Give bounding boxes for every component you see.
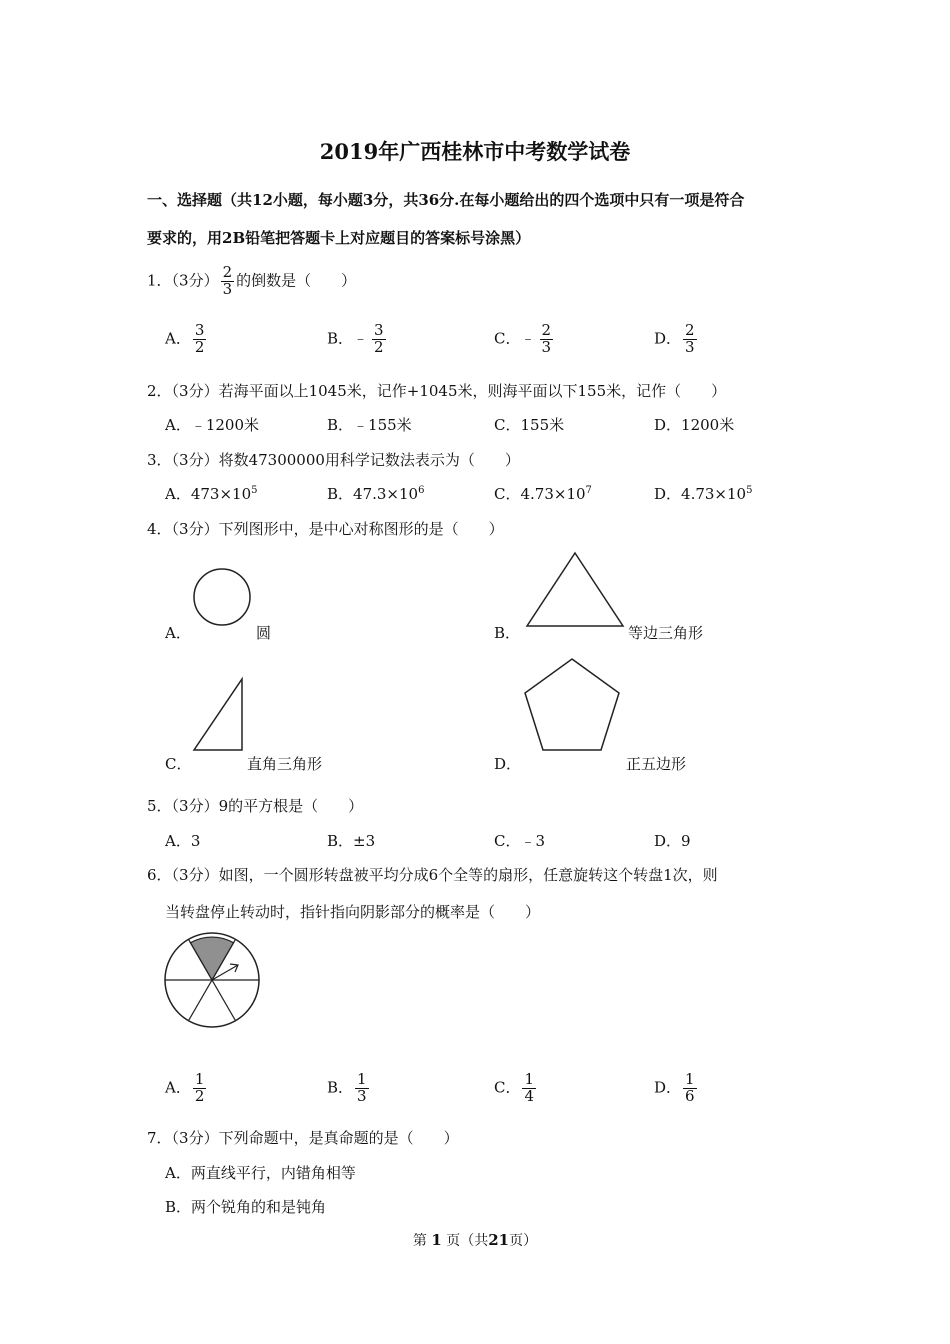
question-2: 2．（3分）若海平面以上1045米，记作+1045米，则海平面以下155米，记作（ ） xyxy=(147,382,727,400)
q1-option-c: C．﹣ $\frac{2}{3}$ xyxy=(494,321,552,356)
q2-option-d: D．1200米 xyxy=(654,416,735,434)
q3-option-c: C．$4.73\times 10^7$ xyxy=(494,485,592,503)
q1-option-b: B．﹣ $\frac{3}{2}$ xyxy=(327,321,384,356)
q6-option-c: C． $\frac{1}{4}$ xyxy=(494,1070,535,1105)
question-1: 1．（3分） $\frac{2}{3}$ 的倒数是（ ） xyxy=(147,263,357,298)
question-5: 5．（3分）9的平方根是（ ） xyxy=(147,797,364,815)
q5-option-a: A．3 xyxy=(165,832,201,850)
q5-option-b: B．±3 xyxy=(327,832,376,850)
question-7: 7．（3分）下列命题中，是真命题的是（ ） xyxy=(147,1129,459,1147)
q3-option-d: D．$4.73\times 10^5$ xyxy=(654,485,753,503)
q3-option-a: A．$473\times 10^5$ xyxy=(165,485,258,503)
q4-option-c-name: 直角三角形 xyxy=(247,755,323,773)
section-heading-line2: 要求的，用2B铅笔把答题卡上对应题目的答案标号涂黑） xyxy=(147,229,531,247)
q4-option-b-label: B． xyxy=(494,624,521,642)
q4-option-d-label: D． xyxy=(494,755,522,773)
q2-option-a: A．﹣1200米 xyxy=(165,416,260,434)
q4-option-a-name: 圆 xyxy=(256,624,272,642)
q6-option-b: B． $\frac{1}{3}$ xyxy=(327,1070,367,1105)
q1-option-a: A． $\frac{3}{2}$ xyxy=(165,321,205,356)
question-4: 4．（3分）下列图形中，是中心对称图形的是（ ） xyxy=(147,520,504,538)
q3-option-b: B．$47.3\times 10^6$ xyxy=(327,485,425,503)
q7-option-a: A．两直线平行，内错角相等 xyxy=(165,1164,356,1182)
q4-option-b-name: 等边三角形 xyxy=(628,624,704,642)
question-3: 3．（3分）将数47300000用科学记数法表示为（ ） xyxy=(147,451,520,469)
fraction: $\frac{2}{3}$ xyxy=(222,263,233,298)
q6-option-a: A． $\frac{1}{2}$ xyxy=(165,1070,205,1105)
section-heading-line1: 一、选择题（共12小题，每小题3分，共36分.在每小题给出的四个选项中只有一项是符合 xyxy=(147,191,745,209)
regular-pentagon-figure xyxy=(520,655,624,755)
q5-option-d: D．9 xyxy=(654,832,691,850)
q2-option-c: C．155米 xyxy=(494,416,565,434)
q2-option-b: B．﹣155米 xyxy=(327,416,412,434)
page-title: 2019年广西桂林市中考数学试卷 xyxy=(319,139,631,164)
q4-option-d-name: 正五边形 xyxy=(626,755,687,773)
q4-option-c-label: C． xyxy=(165,755,192,773)
page-footer: 第 1 页（共21页） xyxy=(412,1231,538,1249)
q1-option-d: D． $\frac{2}{3}$ xyxy=(654,321,695,356)
q5-option-c: C．﹣3 xyxy=(494,832,546,850)
q4-option-a-label: A． xyxy=(165,624,191,642)
circle-figure xyxy=(190,566,254,628)
question-6-line2: 当转盘停止转动时，指针指向阴影部分的概率是（ ） xyxy=(165,903,541,921)
q6-option-d: D． $\frac{1}{6}$ xyxy=(654,1070,695,1105)
equilateral-triangle-figure xyxy=(524,550,626,630)
q7-option-b: B．两个锐角的和是钝角 xyxy=(165,1198,327,1216)
right-triangle-figure xyxy=(190,676,248,754)
question-6-line1: 6．（3分）如图，一个圆形转盘被平均分成6个全等的扇形，任意旋转这个转盘1次，则 xyxy=(147,866,718,884)
spinner-figure xyxy=(160,928,264,1032)
